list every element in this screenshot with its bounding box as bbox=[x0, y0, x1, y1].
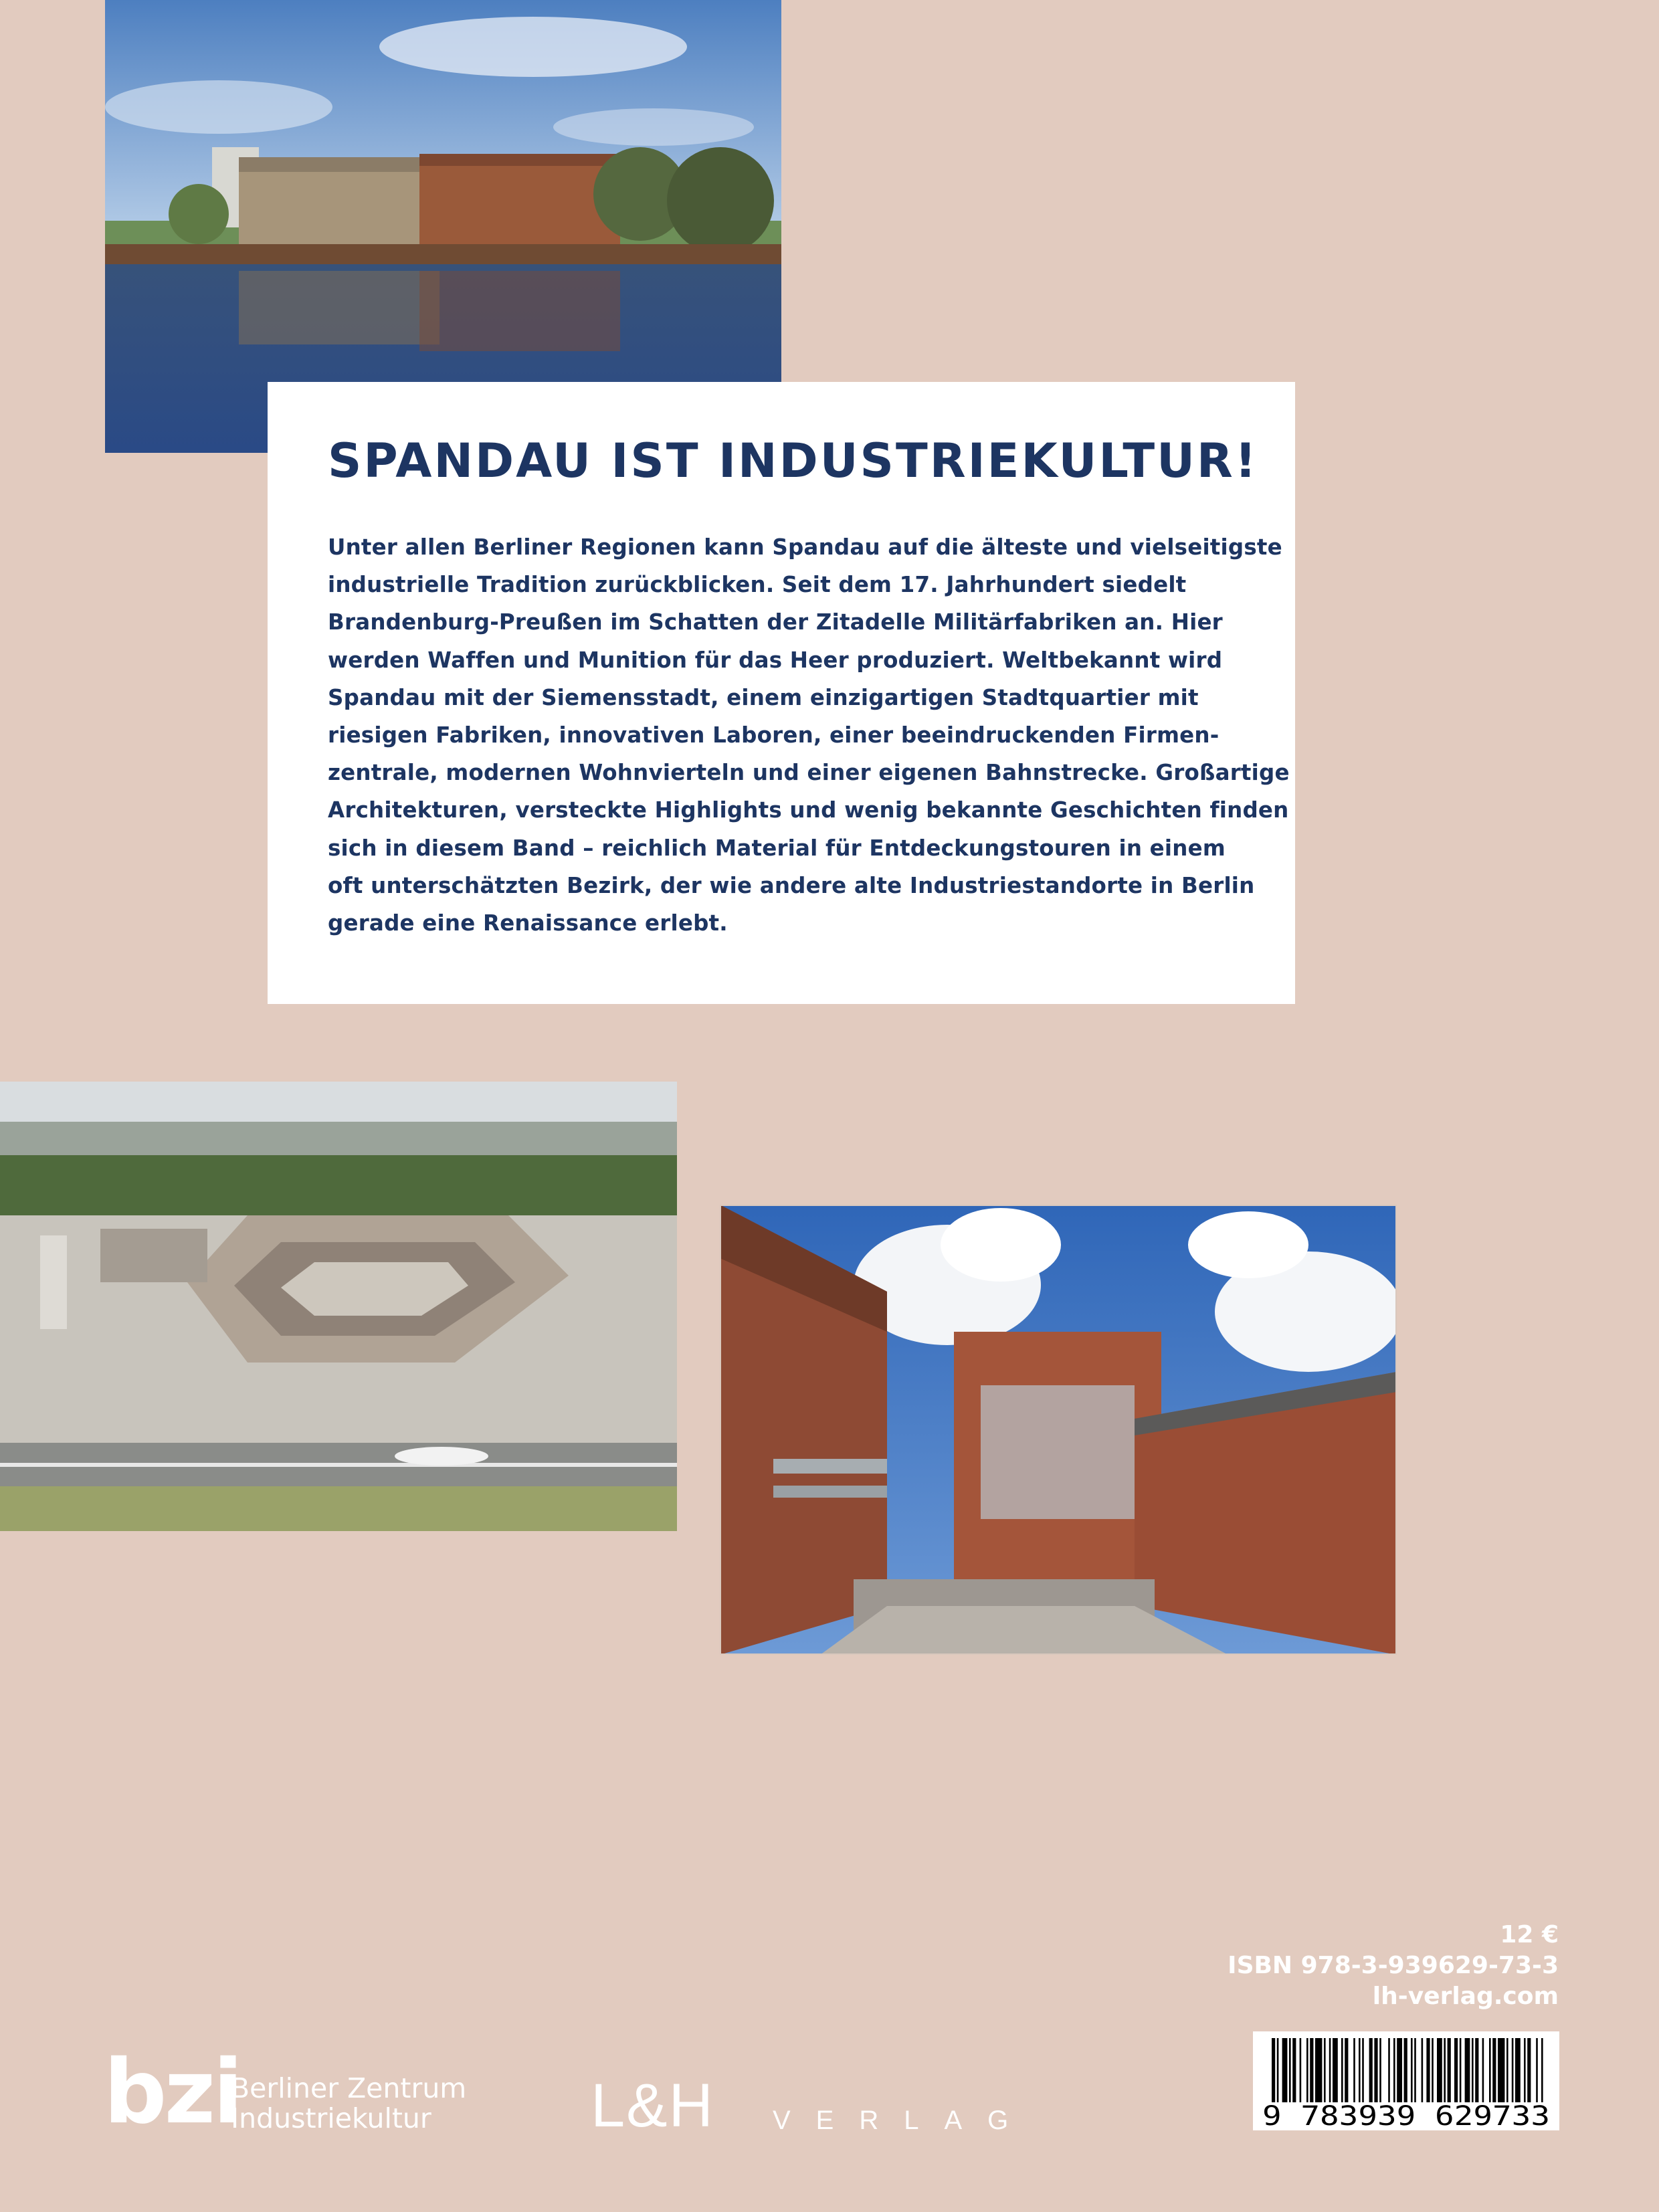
barcode-bar bbox=[1465, 2038, 1470, 2102]
bzi-logo-line2: Industriekultur bbox=[231, 2102, 431, 2134]
barcode-bar bbox=[1333, 2038, 1338, 2102]
barcode-bar bbox=[1437, 2038, 1442, 2102]
body-line: Architekturen, versteckte Highlights und wenig bekannte Geschichten finden bbox=[328, 797, 1289, 823]
photo-brick-courtyard bbox=[720, 1205, 1397, 1655]
barcode-bar bbox=[1277, 2038, 1279, 2102]
barcode-bar bbox=[1482, 2038, 1484, 2102]
barcode-bar bbox=[1300, 2038, 1302, 2102]
bzi-logo-mark: bzi bbox=[104, 2041, 241, 2144]
barcode-bar bbox=[1512, 2038, 1514, 2102]
barcode-bar bbox=[1393, 2038, 1395, 2102]
barcode-bar bbox=[1341, 2038, 1343, 2102]
barcode-bar bbox=[1272, 2038, 1275, 2102]
barcode-bar bbox=[1527, 2038, 1531, 2102]
barcode-bar bbox=[1345, 2038, 1348, 2102]
barcode-bar bbox=[1506, 2038, 1508, 2102]
body-line: riesigen Fabriken, innovativen Laboren, einer beeindruckenden Firmen- bbox=[328, 722, 1219, 748]
barcode-bar bbox=[1289, 2038, 1291, 2102]
barcode-bars bbox=[1272, 2038, 1543, 2102]
barcode-bar bbox=[1359, 2038, 1361, 2102]
body-line: Brandenburg-Preußen im Schatten der Zitadelle Militärfabriken an. Hier bbox=[328, 609, 1223, 635]
body-line: werden Waffen und Munition für das Heer produziert. Weltbekannt wird bbox=[328, 647, 1223, 673]
barcode-bar bbox=[1492, 2038, 1496, 2102]
barcode-bar bbox=[1541, 2038, 1543, 2102]
body-line: gerade eine Renaissance erlebt. bbox=[328, 910, 728, 936]
barcode-bar bbox=[1353, 2038, 1355, 2102]
barcode-bar bbox=[1536, 2038, 1538, 2102]
lh-verlag-logo bbox=[591, 2072, 1072, 2140]
barcode-bar bbox=[1422, 2038, 1424, 2102]
barcode-bar bbox=[1315, 2038, 1322, 2102]
text-panel bbox=[268, 382, 1295, 1004]
barcode-bar bbox=[1404, 2038, 1407, 2102]
body-line: Spandau mit der Siemensstadt, einem einzigartigen Stadtquartier mit bbox=[328, 684, 1199, 710]
barcode-bar bbox=[1362, 2038, 1364, 2102]
barcode-bar bbox=[1444, 2038, 1446, 2102]
bzi-logo-line1: Berliner Zentrum bbox=[231, 2072, 467, 2104]
price-isbn-block bbox=[1228, 1920, 1559, 2012]
headline: SPANDAU IST INDUSTRIEKULTUR! bbox=[328, 433, 1258, 488]
barcode-bar bbox=[1374, 2038, 1377, 2102]
barcode-bar bbox=[1498, 2038, 1504, 2102]
barcode-bar bbox=[1397, 2038, 1402, 2102]
body-line: sich in diesem Band – reichlich Material für Entdeckungstouren in einem bbox=[328, 835, 1226, 861]
price: 12 € bbox=[1500, 1921, 1559, 1948]
barcode-bar bbox=[1454, 2038, 1458, 2102]
barcode-bar bbox=[1460, 2038, 1462, 2102]
barcode-bar bbox=[1379, 2038, 1381, 2102]
barcode-bar bbox=[1282, 2038, 1288, 2102]
barcode-bar bbox=[1426, 2038, 1430, 2102]
barcode-bar bbox=[1388, 2038, 1390, 2102]
publisher-website[interactable]: lh-verlag.com bbox=[1372, 1983, 1559, 2010]
barcode-bar bbox=[1329, 2038, 1331, 2102]
body-line: zentrale, modernen Wohnvierteln und einer eigenen Bahnstrecke. Großartige bbox=[328, 760, 1290, 786]
photo-airport-aerial bbox=[0, 1082, 677, 1531]
barcode-bar bbox=[1489, 2038, 1491, 2102]
barcode-bar bbox=[1310, 2038, 1313, 2102]
barcode-bar bbox=[1472, 2038, 1474, 2102]
body-text bbox=[328, 528, 1290, 942]
barcode-bar bbox=[1306, 2038, 1308, 2102]
barcode-bar bbox=[1432, 2038, 1434, 2102]
barcode-bar bbox=[1475, 2038, 1478, 2102]
body-line: oft unterschätzten Bezirk, der wie andere alte Industriestandorte in Berlin bbox=[328, 872, 1255, 898]
lh-logo-word: VERLAG bbox=[773, 2106, 1034, 2135]
body-line: industrielle Tradition zurückblicken. Seit dem 17. Jahrhundert siedelt bbox=[328, 572, 1187, 598]
barcode-bar bbox=[1369, 2038, 1373, 2102]
lh-logo-mark: L&H bbox=[591, 2072, 714, 2140]
isbn-barcode bbox=[1253, 2031, 1559, 2130]
barcode-bar bbox=[1414, 2038, 1416, 2102]
barcode-bar bbox=[1292, 2038, 1296, 2102]
barcode-digits: 9 783939 629733 bbox=[1262, 2101, 1550, 2130]
barcode-bar bbox=[1411, 2038, 1413, 2102]
barcode-bar bbox=[1524, 2038, 1526, 2102]
barcode-bar bbox=[1448, 2038, 1451, 2102]
body-line: Unter allen Berliner Regionen kann Spandau auf die älteste und vielseitigste bbox=[328, 534, 1282, 560]
isbn: ISBN 978-3-939629-73-3 bbox=[1228, 1952, 1559, 1979]
barcode-bar bbox=[1515, 2038, 1521, 2102]
barcode-bar bbox=[1324, 2038, 1326, 2102]
bzi-logo bbox=[104, 2041, 478, 2144]
